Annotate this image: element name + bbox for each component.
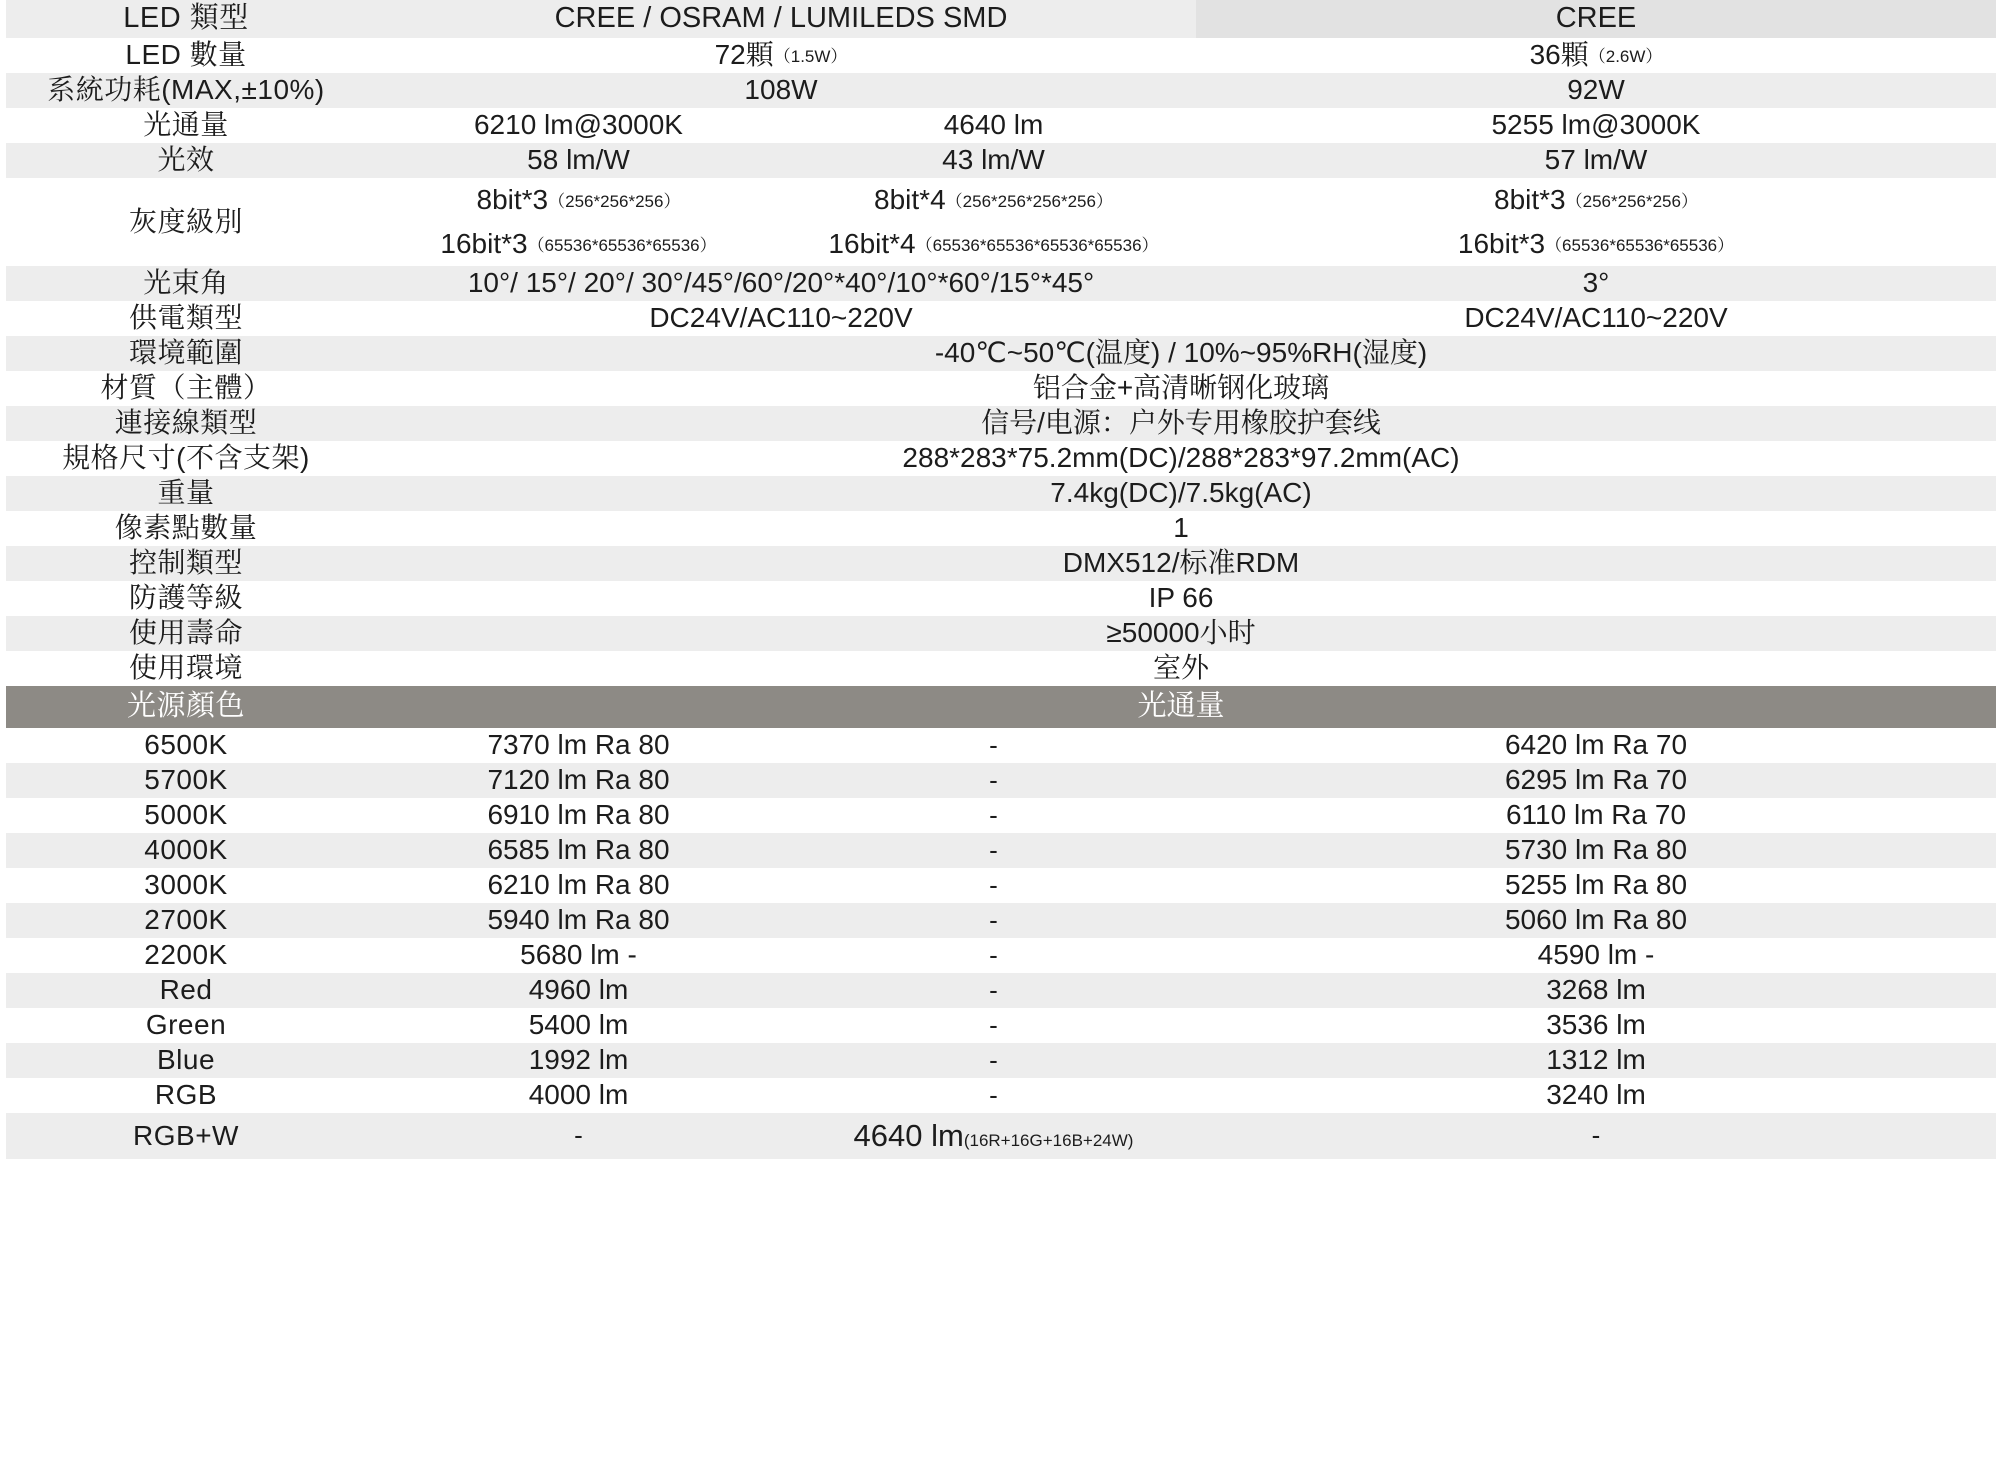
row-label: RGB+W bbox=[6, 1113, 366, 1159]
table-row bbox=[6, 546, 1996, 581]
table-row bbox=[6, 441, 1996, 476]
value-note: （65536*65536*65536） bbox=[1545, 235, 1735, 255]
row-value-a bbox=[366, 222, 791, 266]
value-main: 36顆 bbox=[1529, 39, 1589, 71]
row-value-full: IP 66 bbox=[366, 581, 1996, 616]
row-value-b: 4640 lm bbox=[791, 108, 1196, 143]
row-value-a bbox=[366, 178, 791, 222]
row-label: 像素點數量 bbox=[6, 511, 366, 546]
table-row bbox=[6, 1043, 1996, 1078]
row-value-full: DMX512/标准RDM bbox=[366, 546, 1996, 581]
row-value-c: 5255 lm@3000K bbox=[1196, 108, 1996, 143]
table-row bbox=[6, 476, 1996, 511]
row-label: 使用壽命 bbox=[6, 616, 366, 651]
table-row bbox=[6, 833, 1996, 868]
table-row bbox=[6, 38, 1996, 73]
row-value-ab: DC24V/AC110~220V bbox=[366, 301, 1196, 336]
row-label: 使用環境 bbox=[6, 651, 366, 686]
row-value-a: 4960 lm bbox=[366, 973, 791, 1008]
row-value-b: - bbox=[791, 938, 1196, 973]
row-value-c: 1312 lm bbox=[1196, 1043, 1996, 1078]
header-label: LED 類型 bbox=[6, 0, 366, 38]
row-value-c bbox=[1196, 222, 1996, 266]
row-value-b: 43 lm/W bbox=[791, 143, 1196, 178]
row-value-a: 5940 lm Ra 80 bbox=[366, 903, 791, 938]
row-value-full: 信号/电源：户外专用橡胶护套线 bbox=[366, 406, 1996, 441]
row-value-b: - bbox=[791, 973, 1196, 1008]
row-label: 光通量 bbox=[6, 108, 366, 143]
table-row bbox=[6, 903, 1996, 938]
row-value-c: 6295 lm Ra 70 bbox=[1196, 763, 1996, 798]
table-row bbox=[6, 763, 1996, 798]
row-label: 光束角 bbox=[6, 266, 366, 301]
section-value: 光通量 bbox=[366, 686, 1996, 728]
row-value-a: 4000 lm bbox=[366, 1078, 791, 1113]
row-label: 連接線類型 bbox=[6, 406, 366, 441]
row-value-c: 3268 lm bbox=[1196, 973, 1996, 1008]
value-main: 4640 lm bbox=[853, 1118, 964, 1154]
value-note: （256*256*256） bbox=[1565, 191, 1698, 211]
row-value-ab bbox=[366, 38, 1196, 73]
value-note: (16R+16G+16B+24W) bbox=[963, 1131, 1134, 1151]
table-row bbox=[6, 511, 1996, 546]
row-label: 材質（主體） bbox=[6, 371, 366, 406]
section-label: 光源顏色 bbox=[6, 686, 366, 728]
row-value-full: 7.4kg(DC)/7.5kg(AC) bbox=[366, 476, 1996, 511]
row-value-c bbox=[1196, 38, 1996, 73]
row-value-full: 288*283*75.2mm(DC)/288*283*97.2mm(AC) bbox=[366, 441, 1996, 476]
row-label: 2700K bbox=[6, 903, 366, 938]
table-row bbox=[6, 73, 1996, 108]
row-value-c: - bbox=[1196, 1113, 1996, 1159]
row-value-b: - bbox=[791, 728, 1196, 763]
table-row-grayscale-8bit bbox=[6, 178, 1996, 222]
row-label: 灰度級別 bbox=[6, 178, 366, 266]
table-row bbox=[6, 371, 1996, 406]
row-label: 規格尺寸(不含支架) bbox=[6, 441, 366, 476]
specification-table bbox=[6, 0, 1996, 1159]
table-row bbox=[6, 581, 1996, 616]
row-value-a: 6585 lm Ra 80 bbox=[366, 833, 791, 868]
row-label: 控制類型 bbox=[6, 546, 366, 581]
table-header-row bbox=[6, 0, 1996, 38]
row-value-b: - bbox=[791, 763, 1196, 798]
row-value-c: 92W bbox=[1196, 73, 1996, 108]
value-main: 16bit*3 bbox=[1457, 227, 1546, 259]
table-row bbox=[6, 1113, 1996, 1159]
row-value-full: 1 bbox=[366, 511, 1996, 546]
row-value-c: 5730 lm Ra 80 bbox=[1196, 833, 1996, 868]
table-row bbox=[6, 798, 1996, 833]
table-row bbox=[6, 728, 1996, 763]
row-value-c: 3240 lm bbox=[1196, 1078, 1996, 1113]
row-label: 系統功耗(MAX,±10%) bbox=[6, 73, 366, 108]
row-label: 5000K bbox=[6, 798, 366, 833]
row-value-b: - bbox=[791, 903, 1196, 938]
row-label: LED 數量 bbox=[6, 38, 366, 73]
row-label: Blue bbox=[6, 1043, 366, 1078]
row-value-full: 室外 bbox=[366, 651, 1996, 686]
table-row bbox=[6, 301, 1996, 336]
row-label: Green bbox=[6, 1008, 366, 1043]
header-col-ab: CREE / OSRAM / LUMILEDS SMD bbox=[366, 0, 1196, 38]
row-value-c: 3° bbox=[1196, 266, 1996, 301]
value-main: 8bit*3 bbox=[1494, 183, 1566, 215]
row-value-a: 1992 lm bbox=[366, 1043, 791, 1078]
row-value-a: 6910 lm Ra 80 bbox=[366, 798, 791, 833]
row-value-c: DC24V/AC110~220V bbox=[1196, 301, 1996, 336]
row-value-a: 5680 lm - bbox=[366, 938, 791, 973]
row-value-c: 6110 lm Ra 70 bbox=[1196, 798, 1996, 833]
row-value-c: 6420 lm Ra 70 bbox=[1196, 728, 1996, 763]
row-label: 供電類型 bbox=[6, 301, 366, 336]
row-value-c: 3536 lm bbox=[1196, 1008, 1996, 1043]
table-row bbox=[6, 406, 1996, 441]
row-value-a: 6210 lm@3000K bbox=[366, 108, 791, 143]
value-note: （256*256*256*256） bbox=[945, 191, 1113, 211]
row-label: 3000K bbox=[6, 868, 366, 903]
table-row bbox=[6, 266, 1996, 301]
table-row bbox=[6, 616, 1996, 651]
table-row bbox=[6, 108, 1996, 143]
row-label: RGB bbox=[6, 1078, 366, 1113]
row-label: 4000K bbox=[6, 833, 366, 868]
row-label: 環境範圍 bbox=[6, 336, 366, 371]
table-row bbox=[6, 651, 1996, 686]
value-main: 72顆 bbox=[714, 39, 774, 71]
row-label: 光效 bbox=[6, 143, 366, 178]
row-value-full: -40℃~50℃(温度) / 10%~95%RH(湿度) bbox=[366, 336, 1996, 371]
value-main: 16bit*4 bbox=[828, 227, 916, 259]
row-value-c: 5255 lm Ra 80 bbox=[1196, 868, 1996, 903]
row-value-a: - bbox=[366, 1113, 791, 1159]
row-value-c bbox=[1196, 178, 1996, 222]
table-row bbox=[6, 1008, 1996, 1043]
row-label: 6500K bbox=[6, 728, 366, 763]
table-row bbox=[6, 336, 1996, 371]
table-row bbox=[6, 143, 1996, 178]
row-value-ab: 108W bbox=[366, 73, 1196, 108]
row-value-a: 5400 lm bbox=[366, 1008, 791, 1043]
row-label: Red bbox=[6, 973, 366, 1008]
section-divider-row bbox=[6, 686, 1996, 728]
row-value-a: 6210 lm Ra 80 bbox=[366, 868, 791, 903]
value-main: 8bit*4 bbox=[874, 183, 946, 215]
row-value-c: 5060 lm Ra 80 bbox=[1196, 903, 1996, 938]
row-value-b bbox=[791, 1113, 1196, 1159]
value-note: （2.6W） bbox=[1588, 47, 1663, 67]
value-note: （256*256*256） bbox=[548, 191, 681, 211]
row-value-a: 7370 lm Ra 80 bbox=[366, 728, 791, 763]
row-value-b: - bbox=[791, 798, 1196, 833]
value-main: 16bit*3 bbox=[440, 227, 528, 259]
row-label: 2200K bbox=[6, 938, 366, 973]
value-note: （65536*65536*65536） bbox=[527, 235, 717, 255]
table-row bbox=[6, 1078, 1996, 1113]
row-value-a: 7120 lm Ra 80 bbox=[366, 763, 791, 798]
table-row bbox=[6, 868, 1996, 903]
row-value-ab: 10°/ 15°/ 20°/ 30°/45°/60°/20°*40°/10°*60°/15°*45° bbox=[366, 266, 1196, 301]
value-main: 8bit*3 bbox=[476, 183, 549, 215]
row-label: 5700K bbox=[6, 763, 366, 798]
row-value-b bbox=[791, 222, 1196, 266]
row-value-b: - bbox=[791, 1008, 1196, 1043]
row-label: 重量 bbox=[6, 476, 366, 511]
header-col-c: CREE bbox=[1196, 0, 1996, 38]
row-label: 防護等級 bbox=[6, 581, 366, 616]
row-value-a: 58 lm/W bbox=[366, 143, 791, 178]
row-value-b: - bbox=[791, 868, 1196, 903]
table-row bbox=[6, 938, 1996, 973]
row-value-b: - bbox=[791, 833, 1196, 868]
row-value-c: 4590 lm - bbox=[1196, 938, 1996, 973]
table-row bbox=[6, 973, 1996, 1008]
value-note: （65536*65536*65536*65536） bbox=[915, 235, 1159, 255]
row-value-b: - bbox=[791, 1078, 1196, 1113]
row-value-b bbox=[791, 178, 1196, 222]
row-value-full: 铝合金+高清晰钢化玻璃 bbox=[366, 371, 1996, 406]
row-value-full: ≥50000小时 bbox=[366, 616, 1996, 651]
row-value-c: 57 lm/W bbox=[1196, 143, 1996, 178]
value-note: （1.5W） bbox=[773, 47, 848, 67]
row-value-b: - bbox=[791, 1043, 1196, 1078]
